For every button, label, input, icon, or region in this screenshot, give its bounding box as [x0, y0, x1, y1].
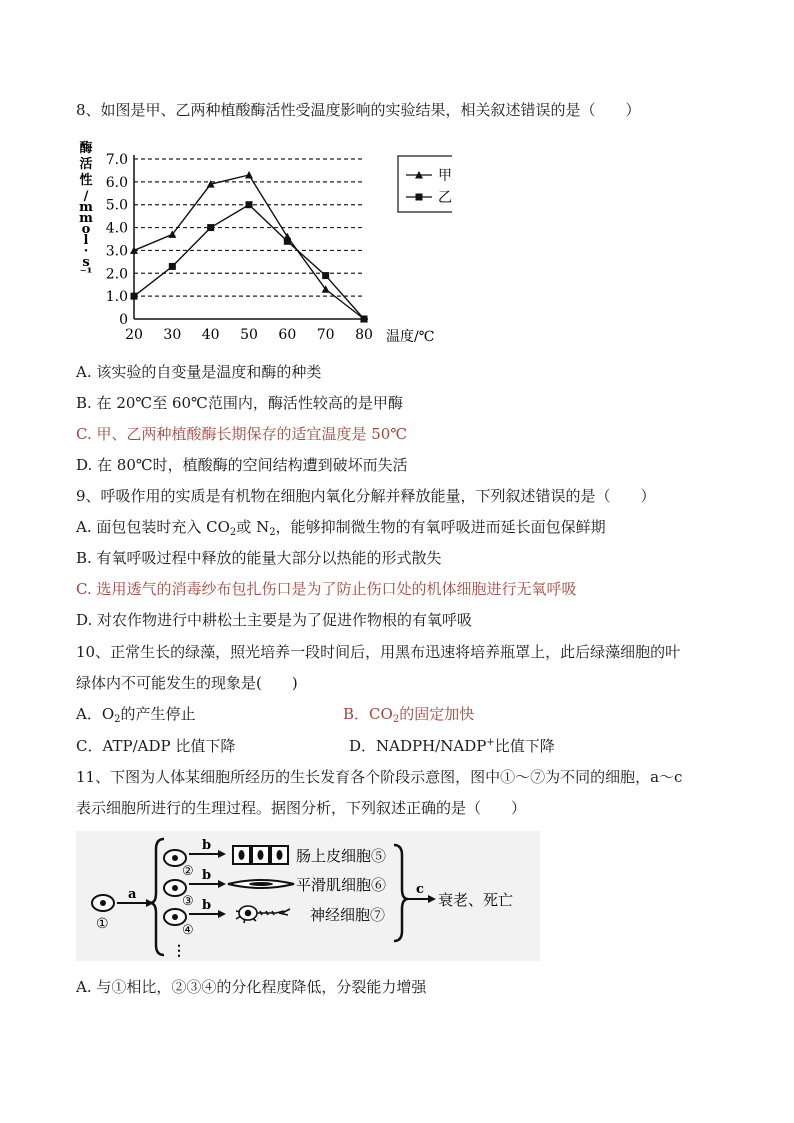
arrow-b2-label: b — [202, 868, 212, 883]
q10-b-pre: B．CO — [343, 705, 393, 723]
y-axis-title-char: ⁻¹ — [79, 266, 93, 281]
intestinal-cell-label: 肠上皮细胞⑤ — [296, 847, 387, 865]
q10-a-sub: 2 — [114, 714, 121, 725]
point-乙 — [131, 293, 138, 300]
q8-option-c: C. 甲、乙两种植酸酶长期保存的适宜温度是 50℃ — [76, 425, 408, 443]
cell-1-nucleus — [100, 900, 106, 906]
cell-2-label: ② — [182, 864, 194, 879]
chart-svg — [72, 140, 452, 350]
q11-stem-line1: 11、下图为人体某细胞所经历的生长发育各个阶段示意图，图中①～⑦为不同的细胞，a～c — [76, 768, 683, 786]
cell-3-nucleus — [172, 885, 178, 891]
y-axis-title-char: 性 — [79, 173, 93, 188]
arrow-a-label: a — [128, 887, 137, 902]
q10-b-post: 的固定加快 — [399, 705, 475, 723]
q10-d-pre: D．NADPH/NADP — [349, 737, 487, 755]
q11-option-a: A. 与①相比，②③④的分化程度降低，分裂能力增强 — [76, 978, 427, 996]
cell-3-label: ③ — [182, 894, 194, 909]
arrow-b1-head — [218, 850, 226, 858]
q9-a-pre: A. 面包包装时充入 CO — [76, 518, 230, 536]
point-乙 — [284, 238, 291, 245]
q10-stem-line1: 10、正常生长的绿藻，照光培养一段时间后，用黑布迅速将培养瓶罩上，此后绿藻细胞的叶 — [76, 643, 681, 661]
q8-stem: 8、如图是甲、乙两种植酸酶活性受温度影响的实验结果，相关叙述错误的是（ ） — [76, 101, 641, 119]
neuron-label: 神经细胞⑦ — [310, 906, 386, 924]
q8-option-a: A. 该实验的自变量是温度和酶的种类 — [76, 363, 322, 381]
q10-stem-line2: 绿体内不可能发生的现象是( ) — [76, 674, 298, 692]
legend-marker-乙 — [416, 194, 423, 201]
q10-d-sup: + — [486, 737, 495, 748]
q9-option-c: C. 选用透气的消毒纱布包扎伤口是为了防止伤口处的机体细胞进行无氧呼吸 — [76, 580, 577, 598]
y-axis-title-char: s — [82, 255, 90, 270]
x-tick-label: 20 — [125, 327, 143, 343]
left-brace — [150, 839, 164, 955]
y-tick-label: 1.0 — [105, 289, 128, 306]
q10-option-d — [349, 736, 555, 756]
q10-option-a — [76, 704, 196, 724]
y-tick-label: 4.0 — [105, 220, 128, 237]
arrow-c-head — [428, 895, 436, 903]
x-tick-label: 60 — [278, 327, 297, 343]
x-tick-label: 50 — [240, 327, 258, 343]
q10-b-sub: 2 — [392, 714, 400, 725]
final-state-label: 衰老、死亡 — [438, 891, 514, 909]
q9-a-end: ，能够抑制微生物的有氧呼吸进而延长面包保鲜期 — [275, 518, 606, 536]
right-brace — [394, 845, 408, 941]
cell-1-label: ① — [96, 916, 109, 932]
more-cells-dots: ⋮ — [172, 943, 186, 959]
point-乙 — [207, 224, 214, 231]
point-甲 — [245, 171, 253, 179]
y-axis-title-char: l — [83, 233, 89, 248]
y-tick-label: 3.0 — [105, 243, 128, 260]
y-tick-label: 7.0 — [105, 152, 128, 168]
smooth-muscle-icon — [228, 880, 294, 888]
y-axis-title-char: 酶 — [79, 141, 93, 156]
q11-stem-line2: 表示细胞所进行的生理过程。据图分析，下列叙述正确的是（ ） — [76, 799, 527, 817]
y-tick-label: 2.0 — [105, 266, 128, 283]
point-乙 — [361, 316, 368, 323]
q8-option-b: B. 在 20℃至 60℃范围内，酶活性较高的是甲酶 — [76, 394, 403, 412]
point-乙 — [246, 201, 253, 208]
x-tick-label: 30 — [163, 327, 182, 343]
y-axis-title-char: m — [79, 211, 93, 226]
q10-a-pre: A．O — [76, 705, 115, 723]
point-乙 — [169, 263, 176, 270]
neuron-icon — [236, 906, 290, 923]
cell-development-diagram — [76, 831, 540, 961]
y-tick-label: 0 — [119, 312, 128, 328]
arrow-b3-label: b — [202, 898, 212, 913]
q9-option-d: D. 对农作物进行中耕松土主要是为了促进作物根的有氧呼吸 — [76, 611, 473, 629]
point-乙 — [322, 272, 329, 279]
arrow-b2-head — [218, 880, 226, 888]
arrow-b1-label: b — [202, 838, 212, 853]
cell-4-nucleus — [172, 914, 178, 920]
cell-2-nucleus — [172, 855, 178, 861]
q9-option-a — [76, 517, 606, 537]
y-tick-label: 5.0 — [105, 197, 128, 214]
legend-label-甲: 甲 — [438, 168, 452, 184]
y-axis-title-char: · — [83, 244, 89, 259]
q10-option-c: C．ATP/ADP 比值下降 — [76, 737, 236, 755]
x-axis-title: 温度/℃ — [386, 329, 435, 345]
cell-4-label: ④ — [182, 923, 194, 938]
y-axis-title-char: o — [81, 222, 91, 237]
y-axis-title-char: 活 — [79, 157, 93, 172]
q9-a-sub2: 2 — [269, 527, 276, 538]
smooth-muscle-label: 平滑肌细胞⑥ — [296, 876, 387, 894]
x-tick-label: 80 — [355, 327, 373, 343]
q10-a-post: 的产生停止 — [120, 705, 196, 723]
legend-label-乙: 乙 — [438, 190, 452, 206]
q9-a-sub: 2 — [229, 527, 237, 538]
q9-option-b: B. 有氧呼吸过程中释放的能量大部分以热能的形式散失 — [76, 549, 442, 567]
intestinal-cells-icon — [233, 846, 288, 864]
y-tick-label: 6.0 — [105, 174, 128, 191]
series-line-乙 — [134, 205, 364, 319]
q10-d-post: 比值下降 — [494, 737, 555, 755]
diagram-svg — [76, 831, 540, 961]
y-axis-title-char: m — [79, 200, 93, 215]
enzyme-activity-chart — [72, 140, 452, 350]
x-tick-label: 40 — [201, 327, 220, 343]
series-line-甲 — [134, 175, 364, 319]
arrow-c-label: c — [416, 882, 424, 897]
arrow-b3-head — [218, 910, 226, 918]
q8-option-d: D. 在 80℃时，植酸酶的空间结构遭到破坏而失活 — [76, 456, 408, 474]
q9-a-post: 或 N — [236, 518, 270, 536]
q9-stem: 9、呼吸作用的实质是有机物在细胞内氧化分解并释放能量，下列叙述错误的是（ ） — [76, 487, 656, 505]
x-tick-label: 70 — [316, 327, 335, 343]
q10-option-b — [343, 704, 474, 724]
y-axis-title-char: / — [83, 189, 89, 204]
